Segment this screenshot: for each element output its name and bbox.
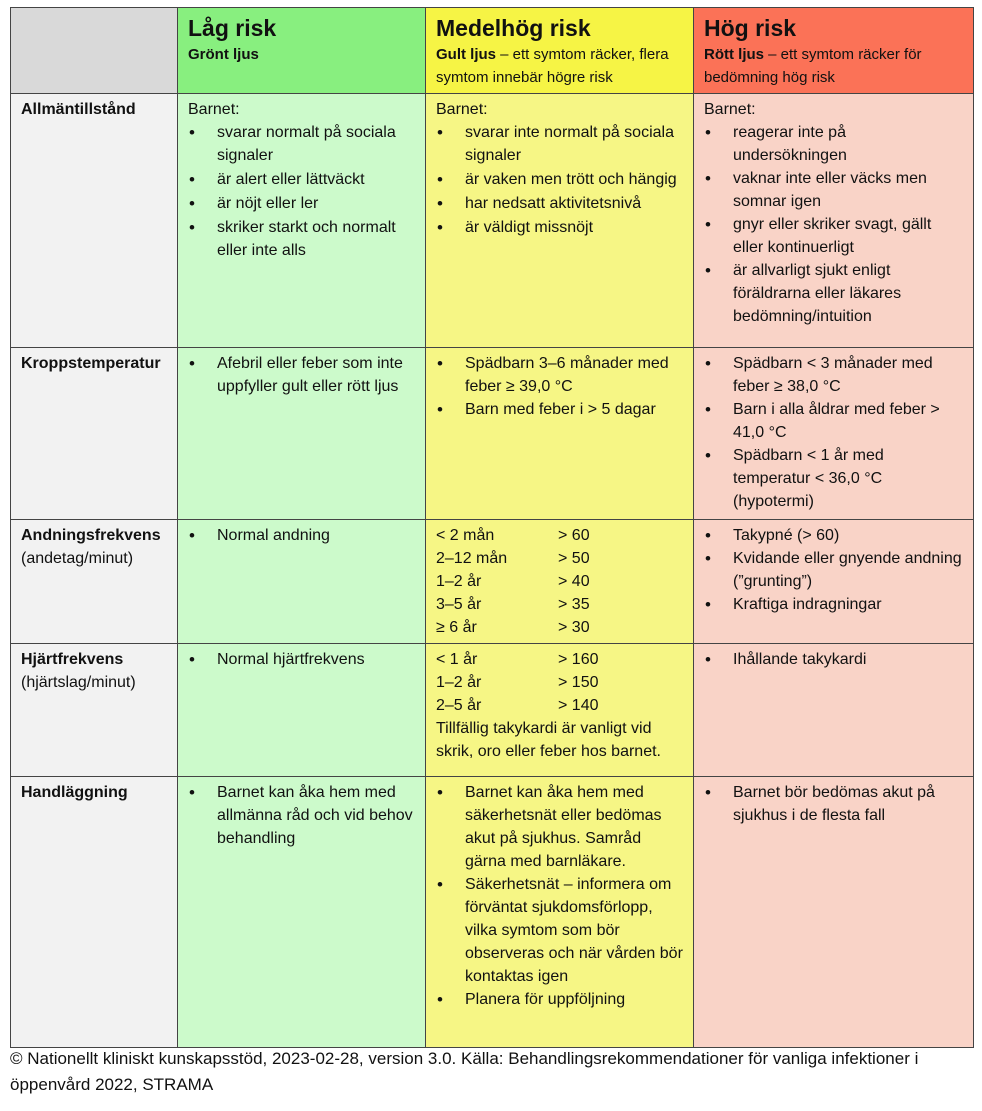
list-item: • är nöjt eller ler (217, 192, 415, 215)
general-medium-cell (426, 94, 694, 348)
list-item: • reagerar inte på undersökningen (733, 121, 963, 167)
cell-intro: Barnet: (704, 101, 756, 118)
low-risk-title: Låg risk (188, 15, 277, 41)
list-item: • svarar normalt på sociala signaler (217, 121, 415, 167)
list-item: • Takypné (> 60) (733, 524, 963, 547)
list-item: • Kvidande eller gnyende andning (”grunting”) (733, 547, 963, 593)
heart-rate-label: Hjärtfrekvens (21, 651, 124, 668)
source-footer: © Nationellt kliniskt kunskapsstöd, 2023-02-28, version 3.0. Källa: Behandlingsrekommendationer för vanliga infektioner i öppenvård 2022, STRAMA (10, 1049, 919, 1094)
high-risk-subtitle: – ett symtom räcker för bedömning hög risk (704, 46, 922, 86)
handling-low-cell (178, 777, 426, 1048)
threshold-row (436, 648, 683, 671)
handling-label: Handläggning (21, 784, 128, 801)
respiratory-low-cell (178, 520, 426, 644)
list-item: • svarar inte normalt på sociala signaler (465, 121, 683, 167)
cell-intro: Barnet: (436, 101, 488, 118)
header-corner-cell (11, 8, 178, 94)
list-item: • vaknar inte eller väcks men somnar igen (733, 167, 963, 213)
list-item: • skriker starkt och normalt eller inte alls (217, 216, 415, 262)
age-group: ≥ 6 år (436, 619, 477, 636)
list-item: • är allvarligt sjukt enligt föräldrarna eller läkares bedömning/intuition (733, 259, 963, 328)
age-group: 1–2 år (436, 674, 482, 691)
respiratory-rate-unit: (andetag/minut) (21, 550, 134, 567)
list-item: • har nedsatt aktivitetsnivå (465, 192, 683, 215)
threshold-value: > 40 (558, 573, 590, 590)
threshold-value: > 50 (558, 550, 590, 567)
respiratory-rate-label: Andningsfrekvens (21, 527, 161, 544)
list-item: • Barn med feber i > 5 dagar (465, 398, 683, 421)
list-item: • är alert eller lättväckt (217, 168, 415, 191)
list-item: • Spädbarn < 3 månader med feber ≥ 38,0 °C (733, 352, 963, 398)
respiratory-high-cell (694, 520, 974, 644)
list-item: • Barnet kan åka hem med allmänna råd och vid behov behandling (217, 781, 415, 850)
threshold-value: > 140 (558, 697, 599, 714)
threshold-value: > 160 (558, 651, 599, 668)
list-item: • Normal andning (217, 524, 415, 547)
threshold-row (436, 593, 683, 616)
header-low-risk (178, 8, 426, 94)
risk-assessment-table (10, 7, 974, 1048)
list-item: • Spädbarn 3–6 månader med feber ≥ 39,0 °C (465, 352, 683, 398)
medium-risk-title: Medelhög risk (436, 15, 591, 41)
list-item: • Barnet bör bedömas akut på sjukhus i de flesta fall (733, 781, 963, 827)
threshold-value: > 60 (558, 527, 590, 544)
row-label-temperature (11, 348, 178, 520)
list-item: • Ihållande takykardi (733, 648, 963, 671)
threshold-row (436, 524, 683, 547)
age-group: 2–12 mån (436, 550, 508, 567)
row-label-handling (11, 777, 178, 1048)
high-risk-light: Rött ljus (704, 46, 764, 63)
row-label-heart-rate (11, 644, 178, 777)
heart-low-cell (178, 644, 426, 777)
medium-risk-light: Gult ljus (436, 46, 496, 63)
threshold-row (436, 570, 683, 593)
heart-high-cell (694, 644, 974, 777)
list-item: • gnyr eller skriker svagt, gällt eller kontinuerligt (733, 213, 963, 259)
handling-medium-cell (426, 777, 694, 1048)
list-item: • Kraftiga indragningar (733, 593, 963, 616)
list-item: • Planera för uppföljning (465, 988, 683, 1011)
header-medium-risk (426, 8, 694, 94)
age-group: < 1 år (436, 651, 478, 668)
high-risk-title: Hög risk (704, 15, 797, 41)
general-label: Allmäntillstånd (21, 101, 136, 118)
temperature-low-cell (178, 348, 426, 520)
list-item: • Barn i alla åldrar med feber > 41,0 °C (733, 398, 963, 444)
list-item: • Afebril eller feber som inte uppfyller gult eller rött ljus (217, 352, 415, 398)
medium-risk-subtitle: – ett symtom räcker, flera symtom innebär högre risk (436, 46, 669, 86)
list-item: • Normal hjärtfrekvens (217, 648, 415, 671)
threshold-value: > 150 (558, 674, 599, 691)
temperature-high-cell (694, 348, 974, 520)
age-group: 1–2 år (436, 573, 482, 590)
general-high-cell (694, 94, 974, 348)
row-label-general (11, 94, 178, 348)
general-low-cell (178, 94, 426, 348)
age-group: 3–5 år (436, 596, 482, 613)
low-risk-subtitle: Grönt ljus (188, 46, 259, 63)
list-item: • är vaken men trött och hängig (465, 168, 683, 191)
list-item: • Barnet kan åka hem med säkerhetsnät eller bedömas akut på sjukhus. Samråd gärna med barnläkare. (465, 781, 683, 873)
list-item: • Spädbarn < 1 år med temperatur < 36,0 °C (hypotermi) (733, 444, 963, 513)
respiratory-medium-cell (426, 520, 694, 644)
age-group: < 2 mån (436, 527, 495, 544)
list-item: • Säkerhetsnät – informera om förväntat sjukdomsförlopp, vilka symtom som bör observeras och när vården bör kontaktas igen (465, 873, 683, 988)
heart-medium-cell (426, 644, 694, 777)
threshold-row (436, 671, 683, 694)
threshold-value: > 30 (558, 619, 590, 636)
list-item: • är väldigt missnöjt (465, 216, 683, 239)
heart-rate-note: Tillfällig takykardi är vanligt vid skrik, oro eller feber hos barnet. (436, 720, 661, 760)
handling-high-cell (694, 777, 974, 1048)
age-group: 2–5 år (436, 697, 482, 714)
threshold-value: > 35 (558, 596, 590, 613)
temperature-label: Kroppstemperatur (21, 355, 161, 372)
threshold-row (436, 694, 683, 717)
threshold-row (436, 547, 683, 570)
cell-intro: Barnet: (188, 101, 240, 118)
threshold-row (436, 616, 683, 639)
row-label-respiratory-rate (11, 520, 178, 644)
heart-rate-unit: (hjärtslag/minut) (21, 674, 136, 691)
header-high-risk (694, 8, 974, 94)
temperature-medium-cell (426, 348, 694, 520)
